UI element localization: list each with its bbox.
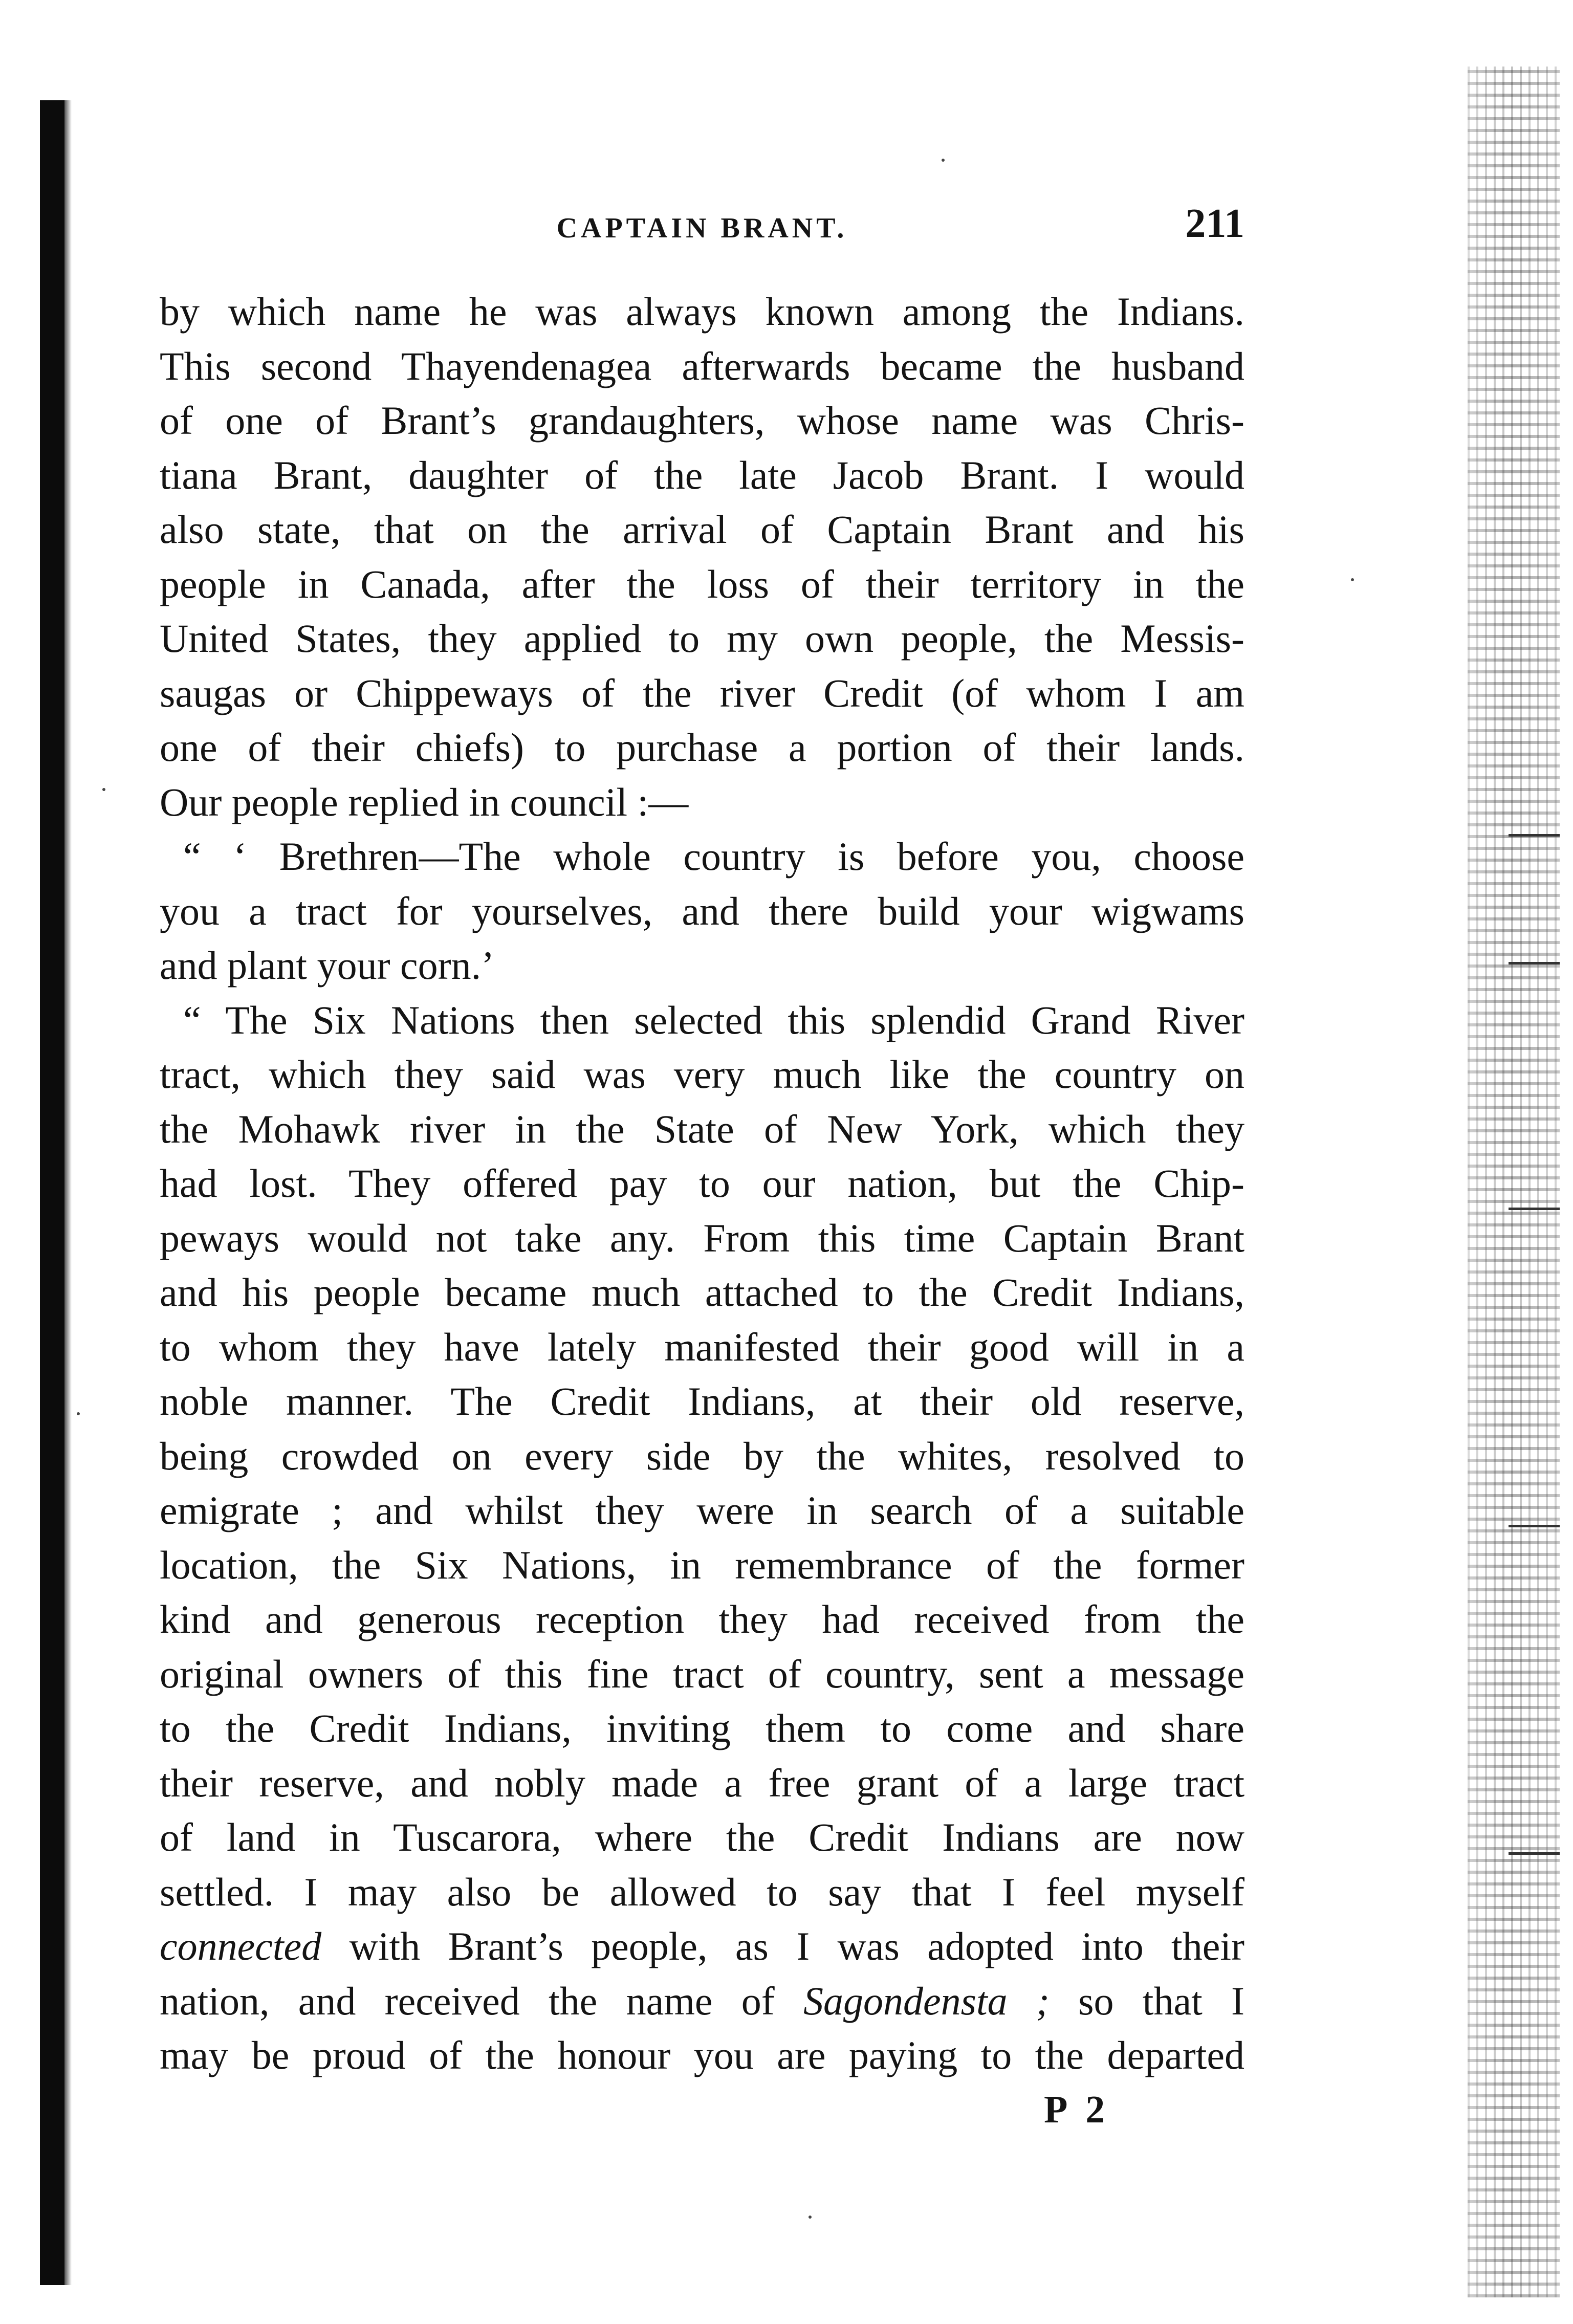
text-line: peways would not take any. From this time Captain Brant [160, 1215, 1244, 1260]
body-text [160, 284, 1244, 2083]
text-line: also state, that on the arrival of Captain Brant and his [160, 507, 1244, 552]
text-run: so that I [1049, 1978, 1244, 2023]
fore-edge-noise [1468, 67, 1560, 2297]
text-line: Our people replied in council :— [160, 779, 689, 824]
text-line: original owners of this fine tract of country, sent a message [160, 1651, 1244, 1696]
fore-edge-mark [1509, 1525, 1560, 1527]
text-line: saugas or Chippeways of the river Credit (of whom I am [160, 670, 1244, 715]
paper-speck [1351, 578, 1354, 581]
text-line [160, 1974, 1244, 2029]
text-line: emigrate ; and whilst they were in search of a suitable [160, 1488, 1244, 1532]
italic-text: connected [160, 1924, 322, 1968]
text-line: had lost. They offered pay to our nation, but the Chip- [160, 1161, 1244, 1205]
text-line: you a tract for yourselves, and there build your wigwams [160, 888, 1244, 933]
text-line: noble manner. The Credit Indians, at their old reserve, [160, 1379, 1244, 1423]
text-line: to the Credit Indians, inviting them to come and share [160, 1706, 1244, 1750]
text-line: settled. I may also be allowed to say that I feel myself [160, 1869, 1244, 1914]
text-line: the Mohawk river in the State of New York, which they [160, 1106, 1244, 1151]
text-line: “ ‘ Brethren—The whole country is before you, choose [183, 834, 1244, 879]
fore-edge-mark [1509, 1208, 1560, 1210]
page-header [160, 201, 1244, 257]
text-line: people in Canada, after the loss of their territory in the [160, 561, 1244, 606]
text-line: tiana Brant, daughter of the late Jacob Brant. I would [160, 452, 1244, 497]
text-line: United States, they applied to my own people, the Messis- [160, 616, 1244, 661]
paper-speck [102, 788, 105, 791]
signature-mark: P 2 [1044, 2088, 1110, 2131]
text-line: location, the Six Nations, in remembrance of the former [160, 1542, 1244, 1587]
text-line: being crowded on every side by the whites, resolved to [160, 1433, 1244, 1478]
text-line: their reserve, and nobly made a free grant of a large tract [160, 1760, 1244, 1805]
paper-speck [77, 1412, 80, 1415]
text-line: kind and generous reception they had received from the [160, 1597, 1244, 1641]
text-line [160, 1919, 1244, 1974]
text-run: with Brant’s people, as I was adopted into their [321, 1924, 1244, 1968]
text-run: nation, and received the name of [160, 1978, 803, 2023]
italic-text: Sagondensta ; [803, 1978, 1050, 2023]
text-line: and his people became much attached to the Credit Indians, [160, 1270, 1244, 1314]
text-line: by which name he was always known among the Indians. [160, 289, 1244, 334]
paper-speck [809, 2216, 812, 2219]
fore-edge-mark [1509, 834, 1560, 837]
text-line: may be proud of the honour you are paying to the departed [160, 2033, 1244, 2077]
page-number: 211 [1185, 201, 1244, 246]
paper-speck [942, 159, 945, 162]
text-line: tract, which they said was very much like the country on [160, 1052, 1244, 1097]
fore-edge-mark [1509, 1852, 1560, 1855]
text-line: and plant your corn.’ [160, 943, 495, 988]
text-line: of land in Tuscarora, where the Credit Indians are now [160, 1815, 1244, 1859]
text-line: one of their chiefs) to purchase a portion of their lands. [160, 725, 1244, 770]
binding-shadow [40, 100, 64, 2285]
text-line: This second Thayendenagea afterwards became the husband [160, 343, 1244, 388]
running-head: CAPTAIN BRANT. [556, 212, 848, 244]
fore-edge-mark [1509, 962, 1560, 964]
text-line: to whom they have lately manifested their good will in a [160, 1324, 1244, 1369]
text-line: “ The Six Nations then selected this splendid Grand River [183, 997, 1244, 1042]
text-line: of one of Brant’s grandaughters, whose name was Chris- [160, 398, 1244, 443]
